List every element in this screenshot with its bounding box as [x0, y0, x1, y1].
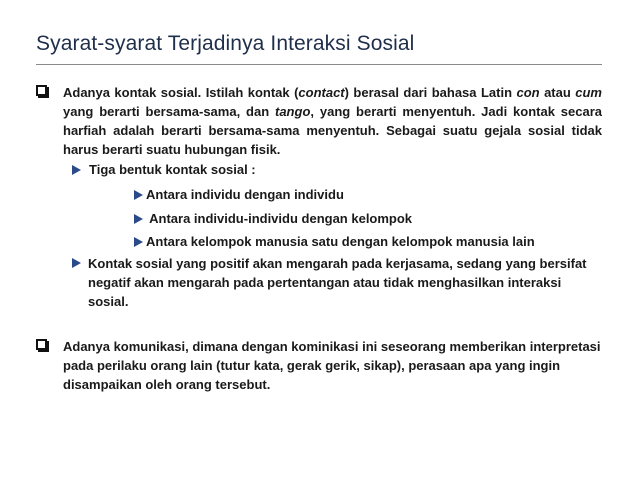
form-item [134, 209, 412, 228]
slide-title: Syarat-syarat Terjadinya Interaksi Sosial [36, 32, 415, 55]
triangle-right-icon [72, 258, 81, 268]
positive-note [72, 254, 602, 311]
triangle-right-icon [72, 165, 81, 175]
con-term: con [516, 85, 540, 100]
contact-text-5: , yang berarti menyentuh. Jadi kontak secara harfiah adalah berarti bersama-sama menyentuh. Sebagai suatu gejala sosial tidak harus berarti suatu hubungan fisik. [63, 104, 602, 157]
triangle-right-icon [134, 237, 143, 247]
positive-note-text: Kontak sosial yang positif akan mengarah pada kerjasama, sedang yang bersifat negatif akan mengarah pada pertentangan atau tidak menghasilkan interaksi sosial. [88, 256, 587, 309]
title-divider [36, 64, 602, 65]
form-item [134, 232, 535, 251]
forms-heading [72, 160, 256, 179]
contact-text-1: Adanya kontak sosial. Istilah kontak ( [63, 85, 299, 100]
bullet-contact [36, 83, 602, 159]
communication-paragraph: Adanya komunikasi, dimana dengan kominikasi ini seseorang memberikan interpretasi pada perilaku orang lain (tutur kata, gerak gerik, sikap), perasaan apa yang ingin disampaikan oleh orang tersebut. [63, 339, 601, 392]
contact-text-3: atau [539, 85, 576, 100]
bullet-communication [36, 337, 602, 394]
checkbox-square-icon [36, 339, 47, 350]
tango-term: tango [275, 104, 311, 119]
form-item-text: Antara kelompok manusia satu dengan kelompok manusia lain [146, 234, 535, 249]
contact-term: contact [298, 85, 345, 100]
forms-heading-text: Tiga bentuk kontak sosial : [89, 162, 256, 177]
form-item-text: Antara individu-individu dengan kelompok [146, 211, 413, 226]
cum-term: cum [575, 85, 602, 100]
form-item [134, 185, 344, 204]
contact-text-2: ) berasal dari bahasa Latin [344, 85, 517, 100]
checkbox-square-icon [36, 85, 47, 96]
triangle-right-icon [134, 190, 143, 200]
contact-paragraph [63, 83, 602, 159]
triangle-right-icon [134, 214, 143, 224]
contact-text-4: yang berarti bersama-sama, dan [63, 104, 275, 119]
form-item-text: Antara individu dengan individu [146, 187, 344, 202]
